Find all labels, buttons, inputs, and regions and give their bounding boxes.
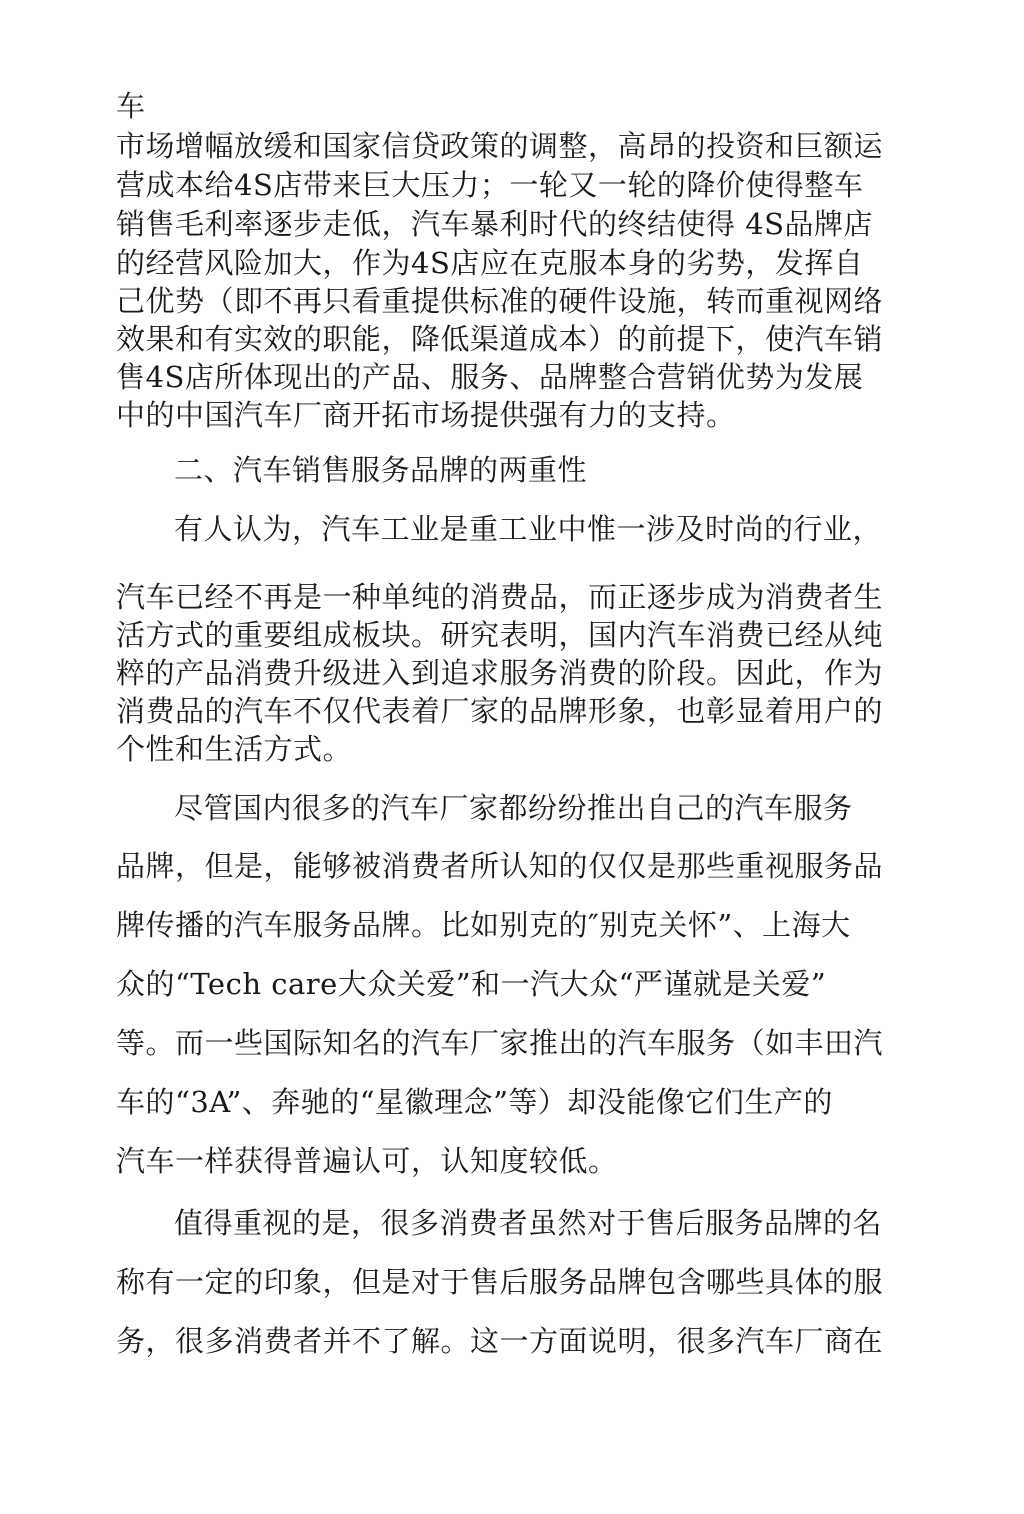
text-line: 销售毛利率逐步走低，汽车暴利时代的终结使得 4S品牌店 [116,207,874,241]
section-heading: 二、汽车销售服务品牌的两重性 [174,453,588,487]
text-line: 有人认为，汽车工业是重工业中惟一涉及时尚的行业， [174,512,883,546]
text-line: 牌传播的汽车服务品牌。比如别克的″别克关怀”、上海大 [116,908,851,942]
text-line: 营成本给4S店带来巨大压力；一轮又一轮的降价使得整车 [116,168,864,202]
text-line: 品牌，但是，能够被消费者所认知的仅仅是那些重视服务品 [116,849,884,883]
text-line: 值得重视的是，很多消费者虽然对于售后服务品牌的名 [174,1206,883,1240]
text-line: 消费品的汽车不仅代表着厂家的品牌形象，也彰显着用户的 [116,694,884,728]
text-line: 效果和有实效的职能，降低渠道成本）的前提下，使汽车销 [116,322,884,356]
text-line: 车的“3A”、奔驰的“星徽理念”等）却没能像它们生产的 [116,1085,833,1119]
text-line: 己优势（即不再只看重提供标准的硬件设施，转而重视网络 [116,284,884,318]
text-line: 众的“Tech care大众关爱”和一汽大众“严谨就是关爱” [116,967,827,1001]
text-line: 称有一定的印象，但是对于售后服务品牌包含哪些具体的服 [116,1265,884,1299]
text-line: 车 [116,89,146,123]
text-line: 的经营风险加大，作为4S店应在克服本身的劣势，发挥自 [116,246,864,280]
text-line: 粹的产品消费升级进入到追求服务消费的阶段。因此，作为 [116,656,884,690]
text-line: 个性和生活方式。 [116,732,353,766]
text-line: 活方式的重要组成板块。研究表明，国内汽车消费已经从纯 [116,618,884,652]
text-line: 售4S店所体现出的产品、服务、品牌整合营销优势为发展 [116,360,864,394]
text-line: 尽管国内很多的汽车厂家都纷纷推出自己的汽车服务 [174,791,853,825]
text-line: 中的中国汽车厂商开拓市场提供强有力的支持。 [116,398,736,432]
text-line: 务，很多消费者并不了解。这一方面说明，很多汽车厂商在 [116,1324,884,1358]
text-line: 汽车一样获得普遍认可，认知度较低。 [116,1144,618,1178]
text-line: 等。而一些国际知名的汽车厂家推出的汽车服务（如丰田汽 [116,1026,884,1060]
text-line: 汽车已经不再是一种单纯的消费品，而正逐步成为消费者生 [116,580,884,614]
text-line: 市场增幅放缓和国家信贷政策的调整，高昂的投资和巨额运 [116,129,884,163]
